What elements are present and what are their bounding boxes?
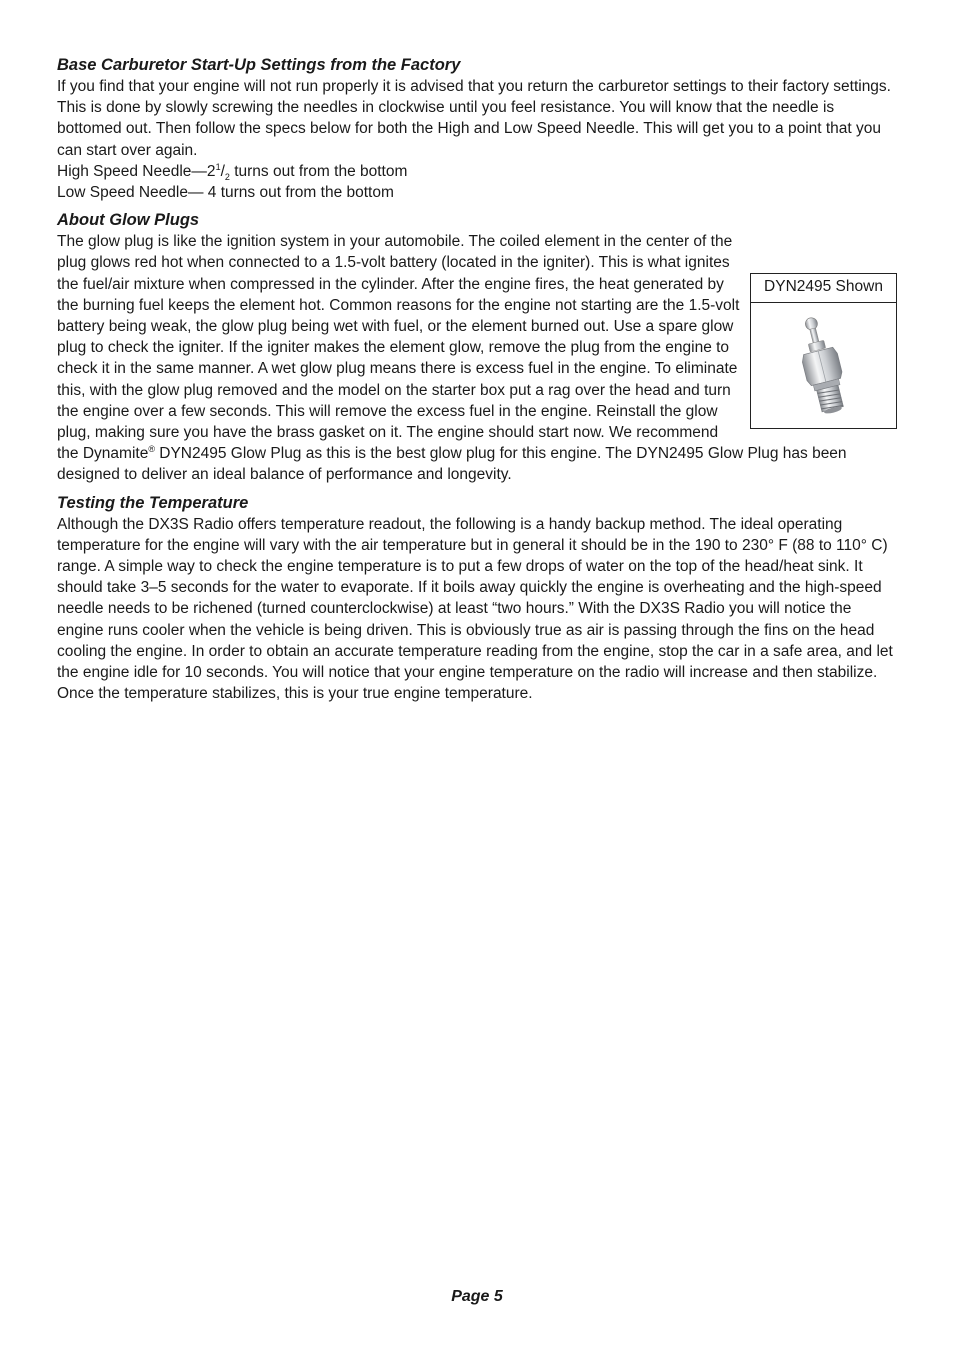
page-number: Page 5: [451, 1288, 503, 1305]
high-speed-suffix: turns out from the bottom: [229, 162, 408, 180]
section-temperature: [57, 493, 897, 705]
glow-plugs-paragraph: [57, 231, 897, 485]
page-content: [57, 55, 897, 711]
registered-mark: ®: [148, 444, 155, 455]
section-carburetor: [57, 55, 897, 203]
section-title-glow-plugs: About Glow Plugs: [57, 211, 200, 230]
temperature-paragraph: Although the DX3S Radio offers temperature readout, the following is a handy backup method. The ideal operating temperature for the engine will vary with the air temperature but in general it should be in the 190 to 230° F (88 to 110° C) range. A simple way to check the engine temperature is to put a few drops of water on the top of the head/heat sink. It should take 3–5 seconds for the water to evaporate. If it boils away quickly the engine is overheating and the high-speed needle needs to be richened (turned counterclockwise) at least “two hours.” With the DX3S Radio you will notice the engine runs cooler when the vehicle is being driven. This is obviously true as air is passing through the fins on the head cooling the engine. In order to obtain an accurate temperature reading from the engine, stop the car in a safe area, and let the engine idle for 10 seconds. You will notice that your engine temperature on the radio will increase and then stabilize. Once the temperature stabilizes, this is your true engine temperature.: [57, 515, 893, 703]
carburetor-paragraph: If you find that your engine will not run properly it is advised that you return the carburetor settings to their factory settings. This is done by slowly screwing the needles in clockwise until you feel resistance. You will know that the needle is bottomed out. Then follow the specs below for both the High and Low Speed Needle. This will get you to a point that you can start over again.: [57, 78, 891, 159]
glow-plugs-text-a: The glow plug is like the ignition system in your automobile. The coiled element in the center of the plug glows red hot when connected to a 1.5-volt battery (located in the igniter). This is what ignites the fuel/air mixture when compressed in the cylinder. After the engine fires, the heat generated by the burning fuel keeps the element hot. Common reasons for the engine not starting are the 1.5-volt battery being weak, the glow plug being wet with fuel, or the element burned out. Use a spare glow plug to check the igniter. If the igniter makes the element glow, remove the plug from the engine to check it in the same manner. A wet glow plug means there is excess fuel in the engine. To eliminate this, with the glow plug removed and the model on the starter box put a rag over the head and turn the engine over a few seconds. This will remove the excess fuel in the engine. Reinstall the glow plug, making sure you have the brass gasket on it. The engine should start now. We recommend the Dynamite: [57, 233, 740, 463]
glow-plug-image: [778, 310, 870, 422]
glow-plug-photo-icon: [751, 303, 896, 429]
fraction-numerator: 1: [215, 161, 221, 172]
section-title-temperature: Testing the Temperature: [57, 493, 249, 512]
figure-caption: DYN2495 Shown: [751, 274, 896, 303]
high-speed-needle-spec: [57, 161, 897, 182]
section-title-carburetor: Base Carburetor Start-Up Settings from the Factory: [57, 56, 461, 74]
low-speed-needle-spec: Low Speed Needle— 4 turns out from the bottom: [57, 184, 394, 202]
glow-plug-figure: [750, 273, 897, 429]
fraction-slash: /: [220, 162, 225, 180]
high-speed-prefix: High Speed Needle—2: [57, 162, 216, 180]
section-glow-plugs: [57, 210, 897, 485]
glow-plugs-text-b: DYN2495 Glow Plug as this is the best glow plug for this engine. The DYN2495 Glow Plug has been designed to deliver an ideal balance of performance and longevity.: [57, 445, 847, 484]
fraction-denominator: 2: [224, 171, 230, 182]
